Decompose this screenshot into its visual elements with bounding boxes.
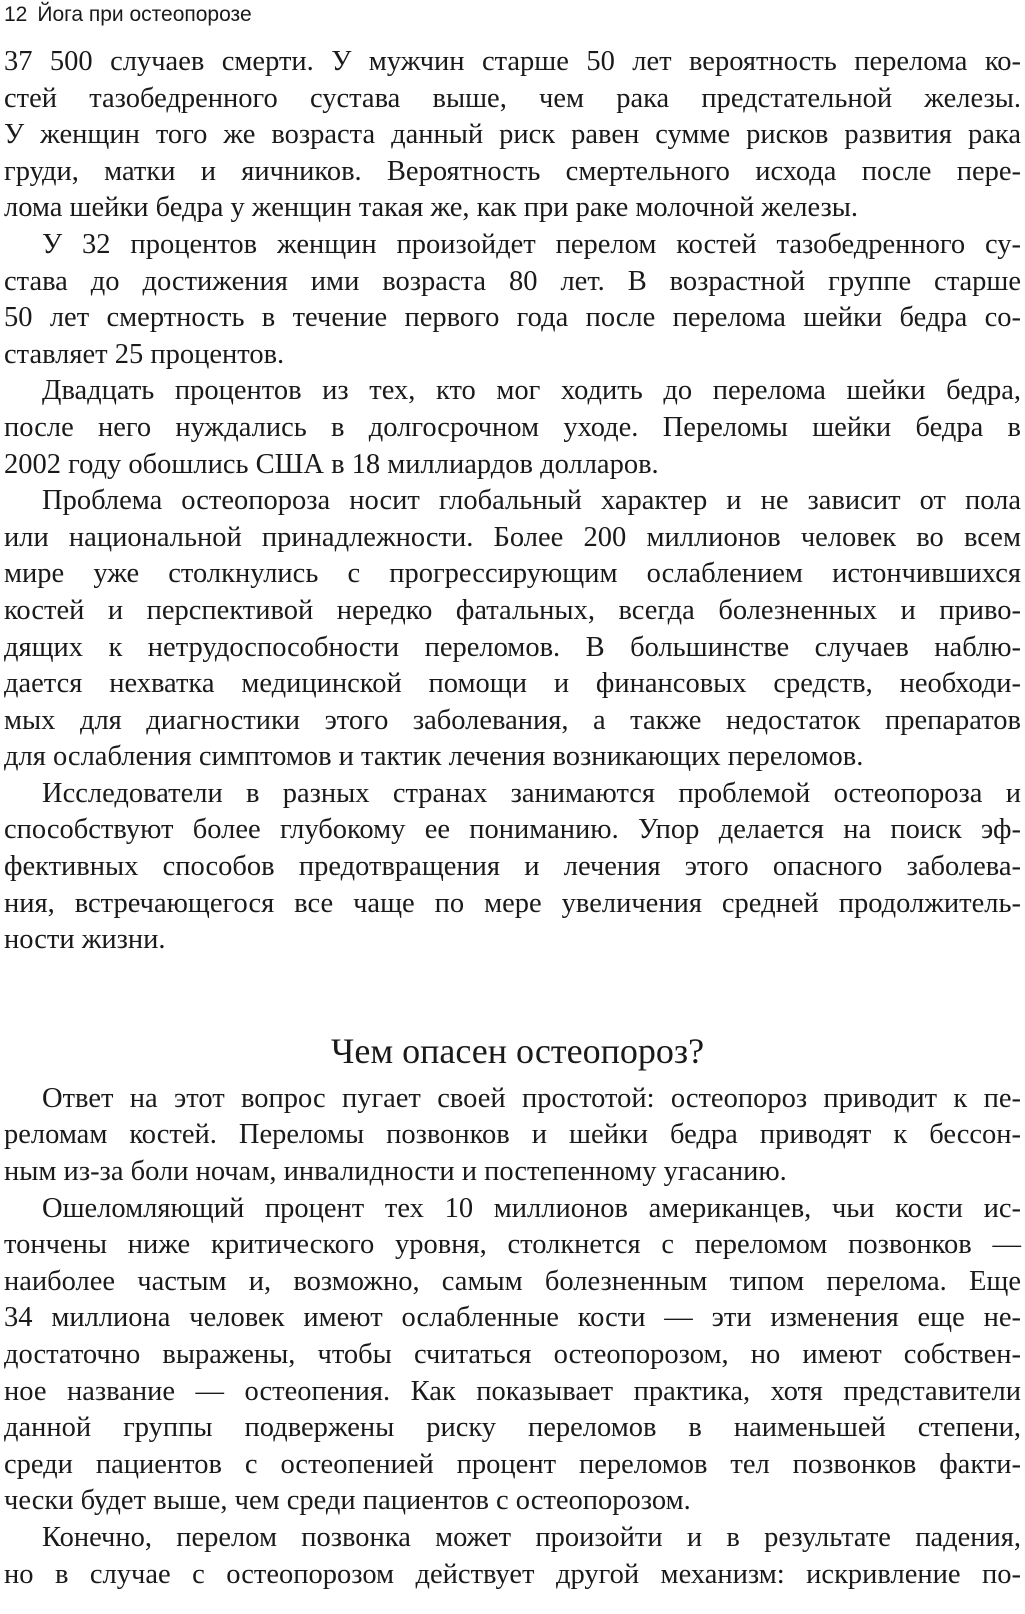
text-line: ным из-за боли ночам, инвалидности и постепенному угасанию. [4,1156,787,1188]
text-line: стей тазобедренного сустава выше, чем рака предстательной железы. [4,82,1021,114]
text-line: лома шейки бедра у женщин такая же, как при раке молочной железы. [4,192,858,224]
text-line: Ошеломляющий процент тех 10 миллионов американцев, чьи кости ис- [42,1192,1021,1224]
text-line: данной группы подвержены риску переломов в наименьшей степени, [4,1412,1021,1444]
text-line: после него нуждались в долгосрочном уходе. Переломы шейки бедра в [4,411,1021,443]
text-line: ставляет 25 процентов. [4,338,285,370]
text-line: фективных способов предотвращения и лечения этого опасного заболева- [4,851,1021,883]
text-line: чески будет выше, чем среди пациентов с остеопорозом. [4,1485,691,1517]
text-line: Конечно, перелом позвонка может произойти и в результате падения, [42,1521,1021,1553]
text-line: мых для диагностики этого заболевания, а также недостаток препаратов [4,704,1021,736]
text-line: реломам костей. Переломы позвонков и шейки бедра приводят к бессон- [4,1119,1021,1151]
text-line: мире уже столкнулись с прогрессирующим ослаблением истончившихся [4,558,1021,590]
text-line: ное название — остеопения. Как показывает практика, хотя представители [4,1375,1021,1407]
text-line: Проблема остеопороза носит глобальный характер и не зависит от пола [42,485,1021,517]
text-line: но в случае с остеопорозом действует другой механизм: искривление по- [4,1558,1021,1590]
running-title: Йога при остеопорозе [37,3,252,26]
text-line: ности жизни. [4,924,166,956]
text-line: Ответ на этот вопрос пугает своей простотой: остеопороз приводит к пе- [42,1082,1021,1114]
text-line: дается нехватка медицинской помощи и финансовых средств, необходи- [4,668,1021,700]
text-line: Исследователи в разных странах занимаются проблемой остеопороза и [42,777,1021,809]
text-line: или национальной принадлежности. Более 200 миллионов человек во всем [4,521,1021,553]
text-line: дящих к нетрудоспособности переломов. В большинстве случаев наблю- [4,631,1021,663]
text-line: для ослабления симптомов и тактик лечения возникающих переломов. [4,741,864,773]
text-line: У женщин того же возраста данный риск равен сумме рисков развития рака [4,119,1021,151]
text-line: Двадцать процентов из тех, кто мог ходить до перелома шейки бедра, [42,375,1021,407]
text-line: става до достижения ими возраста 80 лет. В возрастной группе старше [4,265,1021,297]
text-line: среди пациентов с остеопенией процент переломов тел позвонков факти- [4,1448,1021,1480]
text-line: достаточно выражены, чтобы считаться остеопорозом, но имеют собствен- [4,1339,1021,1370]
text-line: наиболее частым и, возможно, самым болезненным типом перелома. Еще [4,1265,1021,1297]
text-line: костей и перспективой нередко фатальных, всегда болезненных и приво- [4,594,1021,626]
text-line: 2002 году обошлись США в 18 миллиардов долларов. [4,448,659,480]
text-line: У 32 процентов женщин произойдет перелом костей тазобедренного су- [42,228,1021,260]
running-header [4,0,252,30]
section-heading: Чем опасен остеопороз? [330,1030,705,1071]
text-line: тончены ниже критического уровня, столкнется с переломом позвонков — [4,1229,1021,1261]
body-text [4,44,1021,1593]
page-number: 12 [4,3,28,26]
text-line: ния, встречающегося все чаще по мере увеличения средней продолжитель- [4,887,1021,919]
text-line: 50 лет смертность в течение первого года после перелома шейки бедра со- [4,302,1021,334]
section-spacer [4,959,1021,1029]
text-line: способствуют более глубокому ее пониманию. Упор делается на поиск эф- [4,814,1021,846]
text-line: 34 миллиона человек имеют ослабленные кости — эти изменения еще не- [4,1302,1021,1334]
text-line: 37 500 случаев смерти. У мужчин старше 50 лет вероятность перелома ко- [4,46,1021,77]
text-line: груди, матки и яичников. Вероятность смертельного исхода после пере- [4,155,1021,187]
